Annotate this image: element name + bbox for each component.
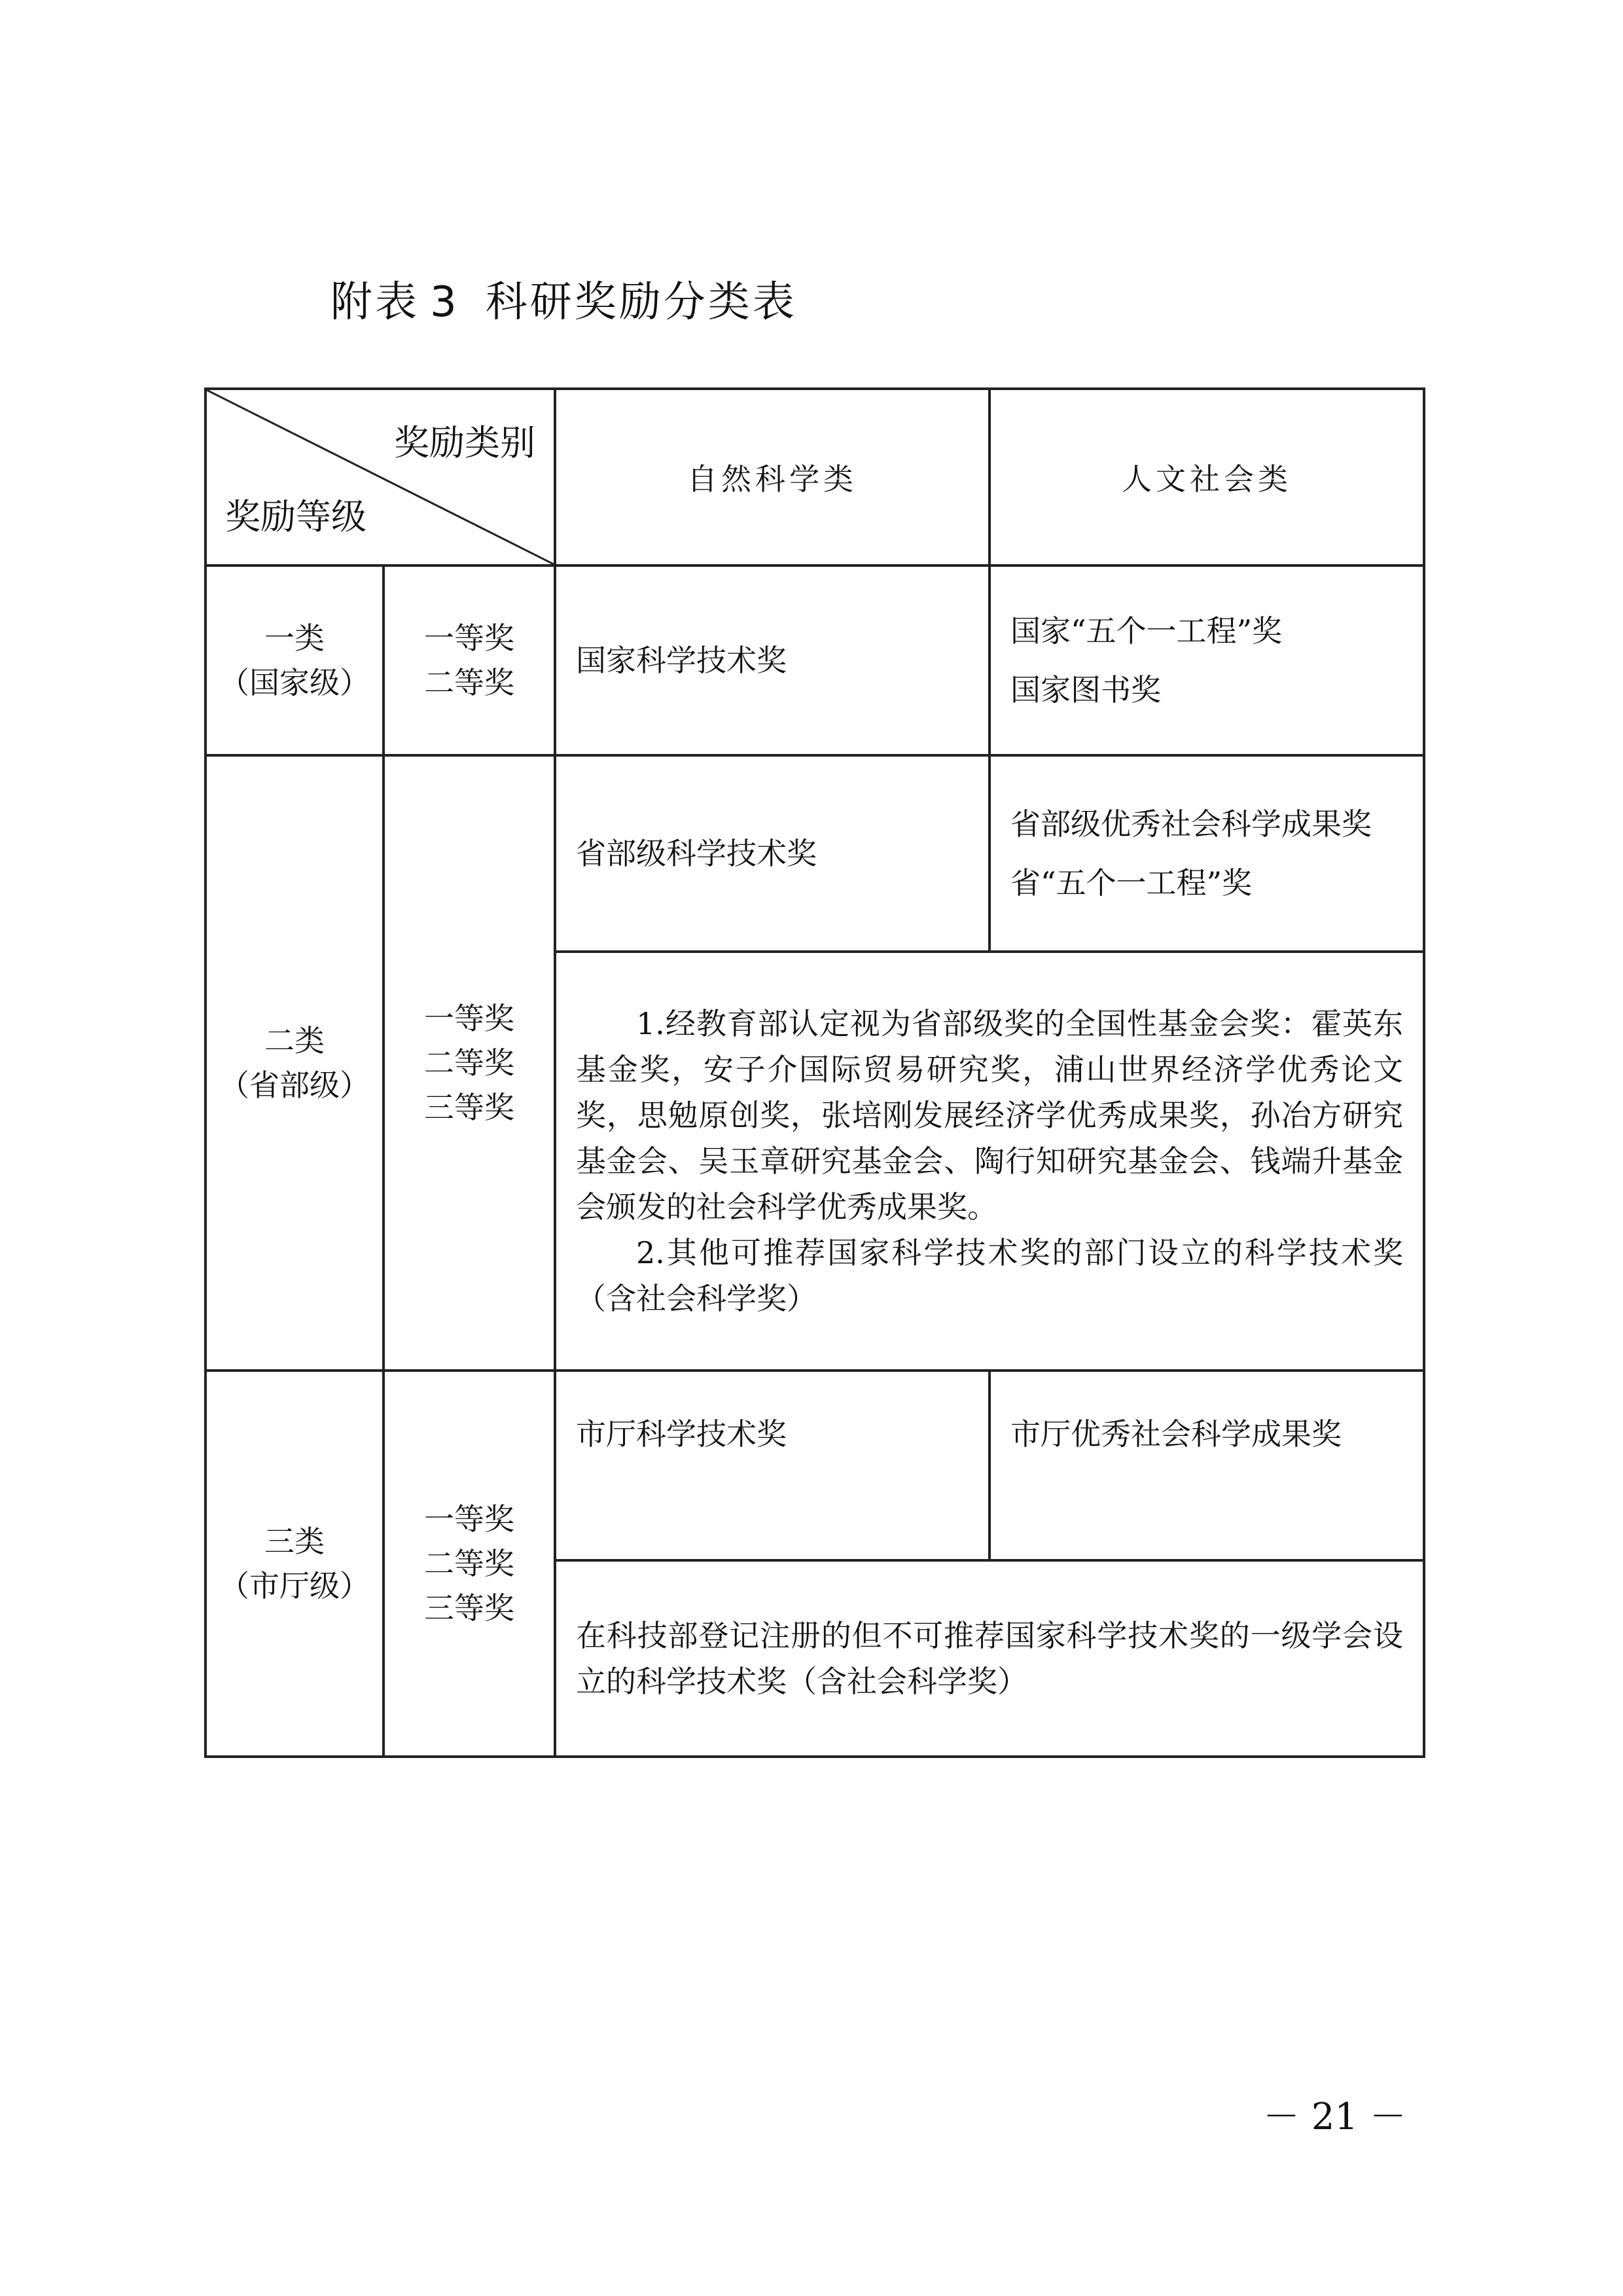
grade-label: 一等奖 <box>424 1501 514 1537</box>
level-cell <box>205 565 383 755</box>
humanities-award: 国家图书奖 <box>1010 672 1161 708</box>
shared-award-paragraph: 1.经教育部认定视为省部级奖的全国性基金会奖：霍英东基金奖，安子介国际贸易研究奖，浦山世界经济学优秀论文奖，思勉原创奖，张培刚发展经济学优秀成果奖，孙冶方研究基金会、吴玉章研究基金会、陶行知研究基金会、钱端升基金会颁发的社会科学优秀成果奖。 <box>576 1006 1403 1225</box>
level-label: 三类 <box>264 1524 325 1559</box>
humanities-award-cell <box>990 565 1424 755</box>
level-cell <box>205 1371 383 1757</box>
grade-label: 二等奖 <box>424 1546 514 1581</box>
corner-category-label: 奖励类别 <box>394 422 535 463</box>
natural-science-award-cell <box>555 565 990 755</box>
level-note: （国家级） <box>219 665 370 700</box>
shared-award-text: 在科技部登记注册的但不可推荐国家科学技术奖的一级学会设立的科学技术奖（含社会科学奖） <box>576 1618 1403 1699</box>
title-number: 3 <box>430 278 459 327</box>
grade-label: 一等奖 <box>424 1001 514 1036</box>
page-number: － 21 － <box>1263 2096 1406 2138</box>
natural-science-award-cell <box>555 755 990 952</box>
column-header-natural-science: 自然科学类 <box>555 389 990 565</box>
shared-award-cell <box>555 1560 1424 1757</box>
level-label: 一类 <box>264 620 325 656</box>
humanities-award: 市厅优秀社会科学成果奖 <box>1010 1416 1342 1452</box>
grade-label: 一等奖 <box>424 620 514 656</box>
grade-label: 三等奖 <box>424 1090 514 1125</box>
shared-award-paragraph: 2.其他可推荐国家科学技术奖的部门设立的科学技术奖（含社会科学奖） <box>576 1235 1403 1316</box>
level-label: 二类 <box>264 1023 325 1058</box>
level-cell <box>205 755 383 1371</box>
natural-science-award: 市厅科学技术奖 <box>576 1416 787 1452</box>
corner-header-cell <box>205 389 555 565</box>
level-note: （省部级） <box>219 1067 370 1103</box>
title-text: 科研奖励分类表 <box>485 278 797 327</box>
grade-label: 二等奖 <box>424 665 514 700</box>
shared-award-cell <box>555 952 1424 1371</box>
table-row <box>205 755 1424 952</box>
table-header-row <box>205 389 1424 565</box>
humanities-award: 省部级优秀社会科学成果奖 <box>1010 806 1372 842</box>
grades-cell <box>383 1371 555 1757</box>
natural-science-award: 省部级科学技术奖 <box>576 836 817 871</box>
humanities-award-cell <box>990 755 1424 952</box>
level-note: （市厅级） <box>219 1568 370 1604</box>
award-classification-table <box>204 387 1425 1758</box>
natural-science-award-cell <box>555 1371 990 1560</box>
grades-cell <box>383 755 555 1371</box>
humanities-award: 国家“五个一工程”奖 <box>1010 613 1283 649</box>
grade-label: 二等奖 <box>424 1045 514 1081</box>
grades-cell <box>383 565 555 755</box>
humanities-award-cell <box>990 1371 1424 1560</box>
column-header-humanities: 人文社会类 <box>990 389 1424 565</box>
corner-level-label: 奖励等级 <box>225 496 366 537</box>
table-row <box>205 565 1424 755</box>
title-prefix: 附表 <box>330 278 419 327</box>
natural-science-award: 国家科学技术奖 <box>576 643 787 678</box>
page-title <box>330 268 797 329</box>
grade-label: 三等奖 <box>424 1590 514 1626</box>
humanities-award: 省“五个一工程”奖 <box>1010 865 1253 901</box>
table-row <box>205 1371 1424 1560</box>
